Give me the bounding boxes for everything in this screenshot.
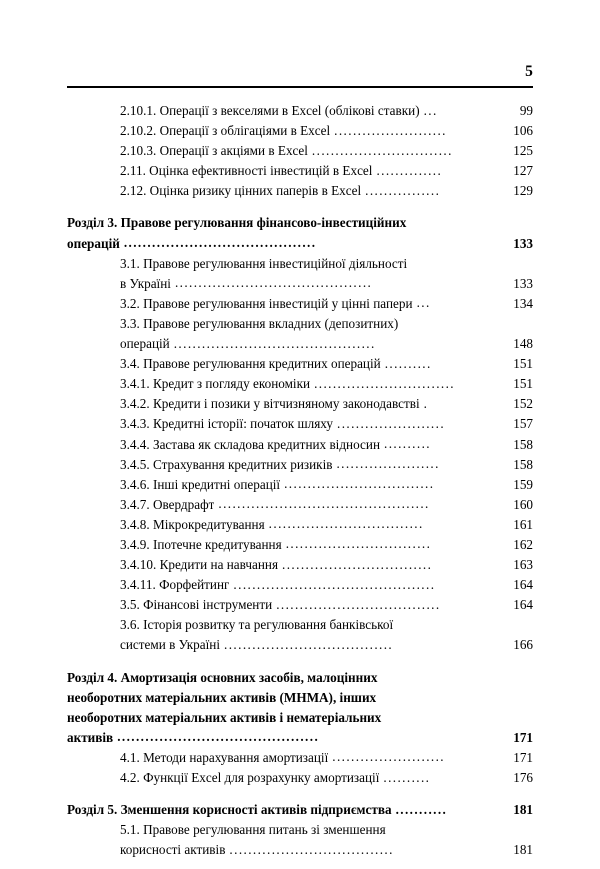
toc-entry[interactable] (67, 800, 533, 820)
toc-entry-title: 4.2. Функції Excel для розрахунку амортизації (120, 770, 380, 785)
toc-dot-leader: .............. (376, 162, 443, 178)
toc-page-number: 106 (513, 123, 533, 139)
toc-entry-title: 3.4.7. Овердрафт (120, 496, 215, 512)
toc-entry[interactable] (67, 728, 533, 748)
toc-entry-title: 4.1. Методи нарахування амортизації (120, 749, 329, 765)
toc-entry[interactable] (67, 688, 533, 708)
toc-entry[interactable] (120, 768, 533, 788)
toc-page-number: 158 (513, 456, 533, 472)
toc-entry-title: 3.5. Фінансові інструменти (120, 597, 273, 613)
toc-entry[interactable] (120, 555, 533, 575)
toc-entry[interactable] (120, 101, 533, 121)
toc-page-number: 125 (513, 143, 533, 159)
toc-dot-leader: .................................... (224, 636, 394, 652)
toc-entry-title: 2.12. Оцінка ризику цінних паперів в Excel (120, 183, 362, 199)
toc-entry[interactable] (67, 668, 533, 688)
toc-entry-title: в Україні (120, 275, 171, 291)
toc-entry-title: 3.4.6. Інші кредитні операції (120, 476, 281, 492)
toc-page-number: 151 (513, 376, 533, 392)
toc-entry[interactable] (120, 354, 533, 374)
toc-entry[interactable] (120, 840, 533, 860)
toc-entry-title: 3.2. Правове регулювання інвестицій у цінні папери (120, 295, 413, 311)
toc-entry-title: 3.3. Правове регулювання вкладних (депозитних) (120, 315, 399, 331)
toc-page-number: 134 (513, 295, 533, 311)
toc-entry-title: Розділ 3. Правове регулювання фінансово-інвестиційних (67, 215, 407, 231)
toc-page-number: 160 (513, 496, 533, 512)
toc-entry[interactable] (120, 314, 533, 334)
toc-entry[interactable] (120, 475, 533, 495)
toc-page-number: 181 (513, 842, 533, 858)
toc-entry[interactable] (120, 254, 533, 274)
toc-entry[interactable] (120, 535, 533, 555)
toc-entry-title: 3.4.11. Форфейтинг (120, 577, 230, 593)
toc-dot-leader: . (423, 395, 429, 411)
toc-page-number: 158 (513, 436, 533, 452)
toc-entry[interactable] (120, 334, 533, 354)
toc-page-number: 171 (513, 729, 533, 745)
toc-entry-title: 3.4.1. Кредит з погляду економіки (120, 376, 311, 392)
toc-dot-leader: ....................... (337, 415, 446, 431)
toc-entry[interactable] (120, 820, 533, 840)
toc-dot-leader: ........................................... (233, 576, 436, 592)
toc-entry[interactable] (120, 181, 533, 201)
toc-dot-leader: .......................................... (174, 275, 373, 291)
toc-entry[interactable] (67, 708, 533, 728)
toc-entry-title: активів (67, 729, 114, 745)
toc-entry[interactable] (120, 495, 533, 515)
toc-page-number: 171 (513, 749, 533, 765)
page-number: 5 (525, 63, 533, 80)
toc-page-number: 129 (513, 183, 533, 199)
toc-entry[interactable] (120, 141, 533, 161)
toc-dot-leader: ........................................... (173, 335, 376, 351)
toc-dot-leader: .......... (384, 355, 432, 371)
toc-dot-leader: ......................................... (123, 235, 317, 251)
toc-entry-title: Розділ 4. Амортизація основних засобів, малоцінних (67, 669, 378, 685)
toc-entry[interactable] (67, 213, 533, 233)
toc-entry-title: 3.4. Правове регулювання кредитних операцій (120, 356, 381, 372)
toc-entry[interactable] (120, 394, 533, 414)
toc-entry[interactable] (120, 435, 533, 455)
toc-entry[interactable] (120, 595, 533, 615)
toc-entry-title: 3.4.8. Мікрокредитування (120, 516, 265, 532)
toc-page-number: 181 (513, 802, 533, 818)
toc-dot-leader: .............................. (314, 375, 455, 391)
toc-page-number: 133 (513, 235, 533, 251)
toc-entry-title: 5.1. Правове регулювання питань зі зменшення (120, 822, 386, 838)
toc-dot-leader: ............................................. (218, 496, 430, 512)
toc-page-number: 99 (519, 103, 533, 118)
toc-entry[interactable] (120, 635, 533, 655)
toc-entry-title: операцій (67, 235, 120, 251)
toc-page-number: 164 (513, 577, 533, 593)
toc-dot-leader: ........................................... (117, 729, 320, 745)
toc-entry-title: 2.11. Оцінка ефективності інвестицій в Excel (120, 163, 373, 179)
toc-entry[interactable] (120, 161, 533, 181)
toc-entry[interactable] (120, 748, 533, 768)
table-of-contents (67, 101, 533, 860)
toc-page-number: 166 (513, 637, 533, 653)
toc-entry-title: необоротних матеріальних активів (МНМА), інших (67, 689, 377, 705)
toc-page-number: 161 (513, 516, 533, 532)
toc-entry[interactable] (120, 121, 533, 141)
toc-dot-leader: .............................. (311, 142, 453, 158)
toc-entry-title: 3.4.9. Іпотечне кредитування (120, 536, 282, 552)
toc-entry[interactable] (120, 374, 533, 394)
toc-entry[interactable] (120, 414, 533, 434)
toc-page-number: 148 (513, 336, 533, 352)
toc-dot-leader: .......... (384, 436, 431, 451)
header-rule (67, 86, 533, 88)
toc-entry-title: 3.6. Історія розвитку та регулювання банківської (120, 617, 394, 633)
toc-dot-leader: ...................... (336, 456, 440, 472)
toc-page-number: 157 (513, 416, 533, 432)
toc-page-number: 162 (513, 536, 533, 552)
toc-page-number: 151 (513, 356, 533, 372)
toc-entry-title: 3.4.10. Кредити на навчання (120, 557, 279, 573)
toc-dot-leader: ................ (365, 182, 441, 198)
toc-dot-leader: ................................. (268, 516, 424, 532)
toc-entry-title: 3.4.3. Кредитні історії: початок шляху (120, 416, 333, 432)
toc-page-number: 176 (513, 770, 533, 785)
toc-entry-title: системи в Україні (120, 637, 221, 653)
toc-entry[interactable] (120, 274, 533, 294)
toc-entry-title: Розділ 5. Зменшення корисності активів підприємства (67, 802, 392, 818)
toc-page-number: 152 (513, 396, 533, 412)
toc-entry[interactable] (67, 234, 533, 254)
toc-dot-leader: ................................ (284, 476, 435, 492)
toc-dot-leader: .......... (383, 769, 431, 785)
toc-page-number: 127 (513, 163, 533, 179)
toc-dot-leader: ................................... (229, 841, 394, 857)
toc-entry-title: 3.4.5. Страхування кредитних ризиків (120, 456, 333, 472)
toc-entry-title: 2.10.3. Операції з акціями в Excel (120, 143, 308, 159)
toc-entry[interactable] (120, 294, 533, 314)
toc-dot-leader: ................................ (282, 556, 433, 572)
toc-entry[interactable] (120, 455, 533, 475)
toc-entry-title: 2.10.1. Операції з векселями в Excel (облікові ставки) (120, 103, 420, 118)
toc-entry-title: 2.10.2. Операції з облігаціями в Excel (120, 123, 331, 139)
toc-dot-leader: ........................ (334, 122, 447, 138)
toc-entry[interactable] (120, 515, 533, 535)
toc-page-number: 163 (513, 557, 533, 573)
toc-dot-leader: ........... (395, 801, 448, 817)
toc-entry-title: 3.1. Правове регулювання інвестиційної діяльності (120, 255, 408, 271)
toc-page-number: 133 (513, 275, 533, 291)
toc-entry-title: корисності активів (120, 842, 226, 858)
page-header (67, 62, 533, 88)
toc-dot-leader: ... (423, 102, 438, 118)
toc-dot-leader: ... (416, 295, 431, 311)
toc-entry-title: 3.4.2. Кредити і позики у вітчизняному законодавстві (120, 396, 420, 412)
toc-dot-leader: ................................... (276, 596, 441, 612)
toc-page-number: 159 (513, 476, 533, 492)
toc-entry-title: необоротних матеріальних активів і нематеріальних (67, 709, 382, 725)
toc-entry-title: операцій (120, 336, 170, 352)
toc-entry[interactable] (120, 615, 533, 635)
toc-entry-title: 3.4.4. Застава як складова кредитних відносин (120, 436, 380, 452)
toc-dot-leader: ............................... (285, 536, 432, 552)
toc-page-number: 164 (513, 597, 533, 613)
toc-entry[interactable] (120, 575, 533, 595)
toc-dot-leader: ........................ (332, 749, 445, 765)
